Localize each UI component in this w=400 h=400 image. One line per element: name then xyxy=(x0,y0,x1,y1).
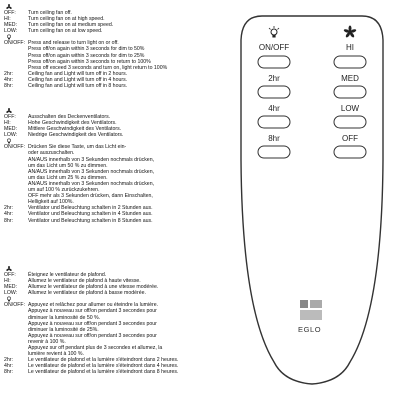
instruction-text: AN/AUS innerhalb von 3 Sekunden nochmals drücken, xyxy=(28,168,155,175)
instruction-text: Press off/on again within 3 seconds to return to 100% xyxy=(28,58,151,65)
instruction-text xyxy=(4,4,230,396)
instruction-text: Le ventilateur de plafond et la lumière s'éteindront dans 4 heures. xyxy=(28,363,179,370)
instruction-text: OFF mehr als 3 Sekunden drücken, dann Einschalten, xyxy=(28,193,153,200)
instruction-key: LOW: xyxy=(4,132,18,139)
instruction-text: Allumez le ventilateur de plafond à une vitesse modérée. xyxy=(28,284,159,291)
instruction-text: Le ventilateur de plafond et la lumière s'éteindront dans 8 heures. xyxy=(28,369,179,376)
instruction-row xyxy=(4,83,230,89)
button-label: 4hr xyxy=(268,104,280,113)
instruction-text: diminuer la luminosité de 25%. xyxy=(28,326,99,333)
instruction-text: Allumez le ventilateur de plafond à haute vitesse. xyxy=(28,278,141,285)
instruction-text: Hohe Geschwindigkeit des Ventilators. xyxy=(28,120,117,127)
instruction-key: MED: xyxy=(4,126,17,133)
instruction-key: LOW: xyxy=(4,290,18,297)
instruction-text: Appuyez à nouveau sur off/on pendant 3 secondes pour xyxy=(28,332,157,339)
instruction-text: um auf 100 % zurückzukehren. xyxy=(28,187,100,194)
remote-control xyxy=(232,10,392,394)
instruction-text: Ceiling fan and Light will turn off in 8 hours. xyxy=(28,83,128,90)
instruction-row xyxy=(4,28,230,34)
brand-text: EGLO xyxy=(298,325,322,334)
instruction-row xyxy=(4,218,230,224)
button-label: ON/OFF xyxy=(258,43,290,52)
instruction-key: HI: xyxy=(4,278,11,285)
instruction-key: MED: xyxy=(4,284,17,291)
instruction-key: 8hr: xyxy=(4,369,13,376)
instruction-text: Press off/on again within 3 seconds for dim to 25% xyxy=(28,52,145,59)
instruction-key: 2hr: xyxy=(4,357,13,364)
instruction-key: 8hr: xyxy=(4,83,13,90)
instruction-row xyxy=(4,369,230,375)
instruction-key: 2hr: xyxy=(4,70,13,77)
instruction-text: Press off/on again within 3 seconds for dim to 50% xyxy=(28,46,145,53)
instruction-key: ON/OFF: xyxy=(4,40,26,47)
instruction-key: 4hr: xyxy=(4,76,13,83)
instruction-key: OFF: xyxy=(4,114,16,120)
instruction-text: revenir à 100 %. xyxy=(28,338,66,345)
instruction-text: Niedrige Geschwindigkeit des Ventilators. xyxy=(28,132,124,139)
brand-logo xyxy=(298,300,322,334)
instruction-text: Appuyez et relâchez pour allumer ou éteindre la lumière. xyxy=(28,302,159,309)
instructions-fr xyxy=(4,266,230,376)
instruction-key: OFF: xyxy=(4,272,16,278)
instruction-text: AN/AUS innerhalb von 3 Sekunden nochmals drücken, xyxy=(28,156,155,163)
instruction-row xyxy=(4,132,230,138)
remote-drawing xyxy=(232,10,392,394)
instruction-row xyxy=(4,290,230,296)
instruction-key: MED: xyxy=(4,22,17,29)
instruction-text: Ceiling fan and Light will turn off in 2 hours. xyxy=(28,70,128,77)
instruction-text: diminuer la luminosité de 50 %. xyxy=(28,314,101,321)
instruction-text: AN/AUS innerhalb von 3 Sekunden nochmals drücken, xyxy=(28,180,155,187)
instruction-text: Drücken Sie diese Taste, um das Licht ein- xyxy=(28,144,127,151)
instruction-key: HI: xyxy=(4,120,11,127)
button-label: MED xyxy=(341,74,359,83)
instruction-text: Ventilator und Beleuchtung schalten in 4 Stunden aus. xyxy=(28,211,153,218)
instruction-text: oder auszuschalten. xyxy=(28,150,75,157)
instruction-text: Helligkeit auf 100%. xyxy=(28,199,74,206)
button-label: 2hr xyxy=(268,74,280,83)
instruction-key: ON/OFF: xyxy=(4,302,26,309)
instructions-de xyxy=(4,108,230,224)
instruction-key: ON/OFF: xyxy=(4,144,26,151)
instruction-text: Le ventilateur de plafond et la lumière s'éteindront dans 2 heures. xyxy=(28,357,179,364)
instruction-text: um das Licht um 50 % zu dimmen. xyxy=(28,162,108,169)
instruction-text: Ventilator und Beleuchtung schalten in 8 Stunden aus. xyxy=(28,217,153,224)
instruction-text: Éteignez le ventilateur de plafond. xyxy=(28,272,107,278)
instruction-text: Turn ceiling fan off. xyxy=(28,10,72,16)
instruction-text: Press and release to turn light on or off. xyxy=(28,40,119,47)
instruction-key: LOW: xyxy=(4,28,18,35)
instruction-key: 8hr: xyxy=(4,217,13,224)
button-label: 8hr xyxy=(268,134,280,143)
instruction-text: Mittlere Geschwindigkeit des Ventilators. xyxy=(28,126,122,133)
instruction-text: lumière revient à 100 %. xyxy=(28,351,84,358)
instruction-key: 2hr: xyxy=(4,205,13,212)
button-label: HI xyxy=(346,43,354,52)
instruction-key: OFF: xyxy=(4,10,16,16)
instruction-key: 4hr: xyxy=(4,211,13,218)
instruction-text: Press off exceed 3 seconds and turn on, light return to 100% xyxy=(28,64,168,71)
instruction-text: Turn ceiling fan on at high speed. xyxy=(28,16,105,23)
button-label: OFF xyxy=(342,134,358,143)
instruction-text: Appuyez à nouveau sur off/on pendant 3 secondes pour xyxy=(28,320,157,327)
instruction-key: HI: xyxy=(4,16,11,23)
instruction-text: Appuyez sur off pendant plus de 3 secondes et allumez, la xyxy=(28,345,163,352)
instruction-text: um das Licht um 25 % zu dimmen. xyxy=(28,174,108,181)
instruction-text: Allumez le ventilateur de plafond à basse modérée. xyxy=(28,290,146,297)
instruction-text: Turn ceiling fan on at medium speed. xyxy=(28,22,114,29)
instruction-key: 4hr: xyxy=(4,363,13,370)
instruction-text: Ausschalten des Deckenventilators. xyxy=(28,114,111,120)
instruction-text: Turn ceiling fan on at low speed. xyxy=(28,28,103,35)
instruction-text: Ventilator und Beleuchtung schalten in 2 Stunden aus. xyxy=(28,205,153,212)
instruction-text: Ceiling fan and Light will turn off in 4 hours. xyxy=(28,76,128,83)
instruction-text: Appuyez à nouveau sur off/on pendant 3 secondes pour xyxy=(28,308,157,315)
instructions-en xyxy=(4,4,230,89)
button-label: LOW xyxy=(340,104,360,113)
